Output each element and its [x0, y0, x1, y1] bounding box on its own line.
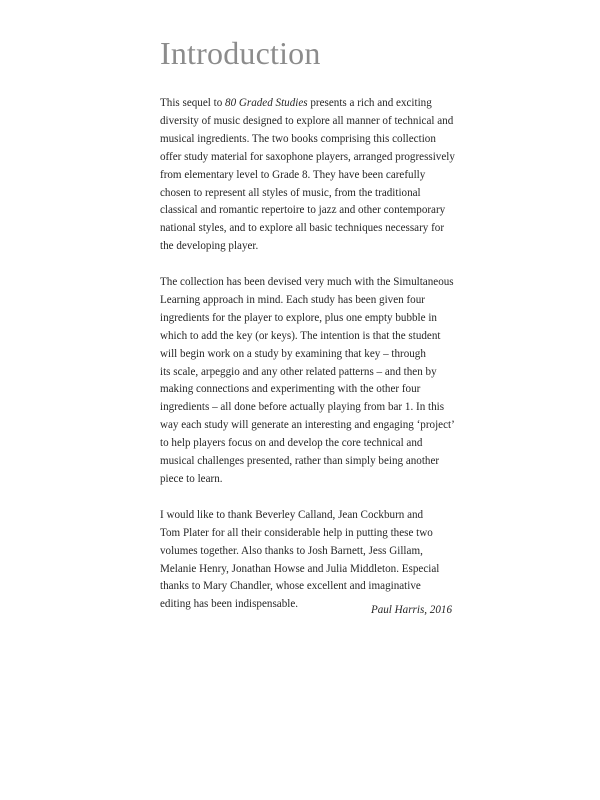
text-line: classical and romantic repertoire to jazz and other contemporary — [160, 204, 446, 217]
text-line: way each study will generate an interesting and engaging ‘project’ — [160, 419, 455, 432]
intro-paragraph-2 — [160, 274, 460, 489]
text-line: Learning approach in mind. Each study has been given four — [160, 293, 425, 306]
text-line: thanks to Mary Chandler, whose excellent and imaginative — [160, 580, 421, 593]
text-line: The collection has been devised very much with the Simultaneous — [160, 276, 454, 289]
text-line: ingredients – all done before actually playing from bar 1. In this — [160, 401, 445, 414]
signature: Paul Harris, 2016 — [370, 604, 452, 616]
intro-paragraph-1 — [160, 95, 460, 256]
text-line: Melanie Henry, Jonathan Howse and Julia Middleton. Especial — [160, 562, 440, 575]
page-title: Introduction — [160, 35, 321, 71]
text-line: volumes together. Also thanks to Josh Barnett, Jess Gillam, — [160, 544, 423, 557]
text-line: national styles, and to explore all basic techniques necessary for — [160, 222, 445, 235]
text-line: from elementary level to Grade 8. They have been carefully — [160, 168, 426, 181]
text-line: making connections and experimenting with the other four — [160, 383, 421, 396]
intro-body — [160, 95, 460, 614]
book-title: 80 Graded Studies — [225, 97, 308, 109]
text-line: piece to learn. — [160, 473, 223, 486]
text-line: to help players focus on and develop the core technical and — [160, 437, 423, 450]
text-line: editing has been indispensable. — [160, 598, 299, 611]
text-line: which to add the key (or keys). The intention is that the student — [160, 329, 441, 342]
text-line: its scale, arpeggio and any other related patterns – and then by — [160, 365, 437, 378]
intro-paragraph-3 — [160, 507, 460, 614]
text-line: Tom Plater for all their considerable help in putting these two — [160, 526, 433, 539]
text-line — [160, 95, 460, 113]
text-line: I would like to thank Beverley Calland, Jean Cockburn and — [160, 508, 424, 521]
text-line: will begin work on a study by examining that key – through — [160, 347, 426, 360]
text-line: diversity of music designed to explore all manner of technical and — [160, 114, 454, 127]
text-line: musical ingredients. The two books comprising this collection — [160, 132, 436, 145]
text-span: presents a rich and exciting — [307, 97, 432, 109]
text-line: chosen to represent all styles of music, from the traditional — [160, 186, 421, 199]
text-line: musical challenges presented, rather than simply being another — [160, 455, 440, 468]
text-line: ingredients for the player to explore, plus one empty bubble in — [160, 311, 437, 324]
text-line: offer study material for saxophone players, arranged progressively — [160, 150, 455, 163]
text-span: This sequel to — [160, 97, 226, 109]
text-line: the developing player. — [160, 240, 259, 253]
